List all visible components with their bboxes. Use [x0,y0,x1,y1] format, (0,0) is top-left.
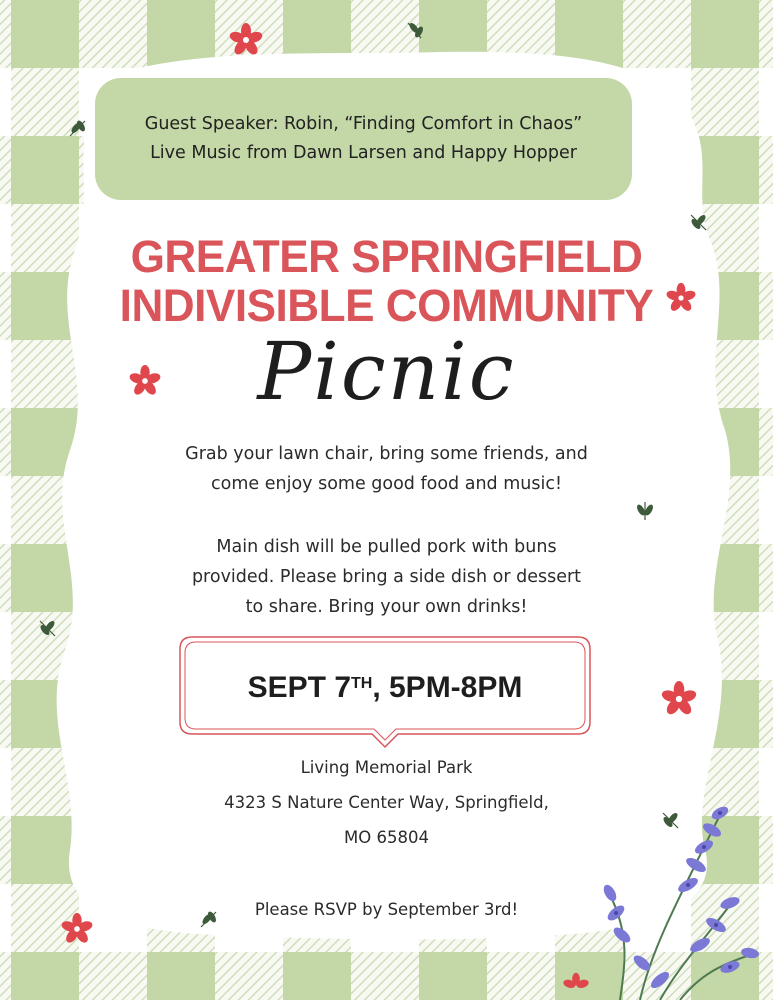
title-line-2: INDIVISIBLE COMMUNITY [119,280,654,331]
live-music-line: Live Music from Dawn Larsen and Happy Hopper [150,143,577,163]
guest-speaker-line: Guest Speaker: Robin, “Finding Comfort in Chaos” [144,114,583,134]
date-time: , 5PM-8PM [372,670,523,704]
intro-line-1: Grab your lawn chair, bring some friends, and [185,444,588,464]
speaker-music-banner [95,78,632,200]
location-name: Living Memorial Park [300,758,473,777]
location-street: 4323 S Nature Center Way, Springfield, [224,793,549,812]
date-suffix: TH [351,674,373,692]
red-flower-icon [228,22,264,58]
picnic-script-title: Picnic [257,325,516,418]
date-prefix: SEPT 7 [247,670,351,704]
food-line-2: provided. Please bring a side dish or dessert [191,567,582,587]
leaf-sprig-icon [634,500,656,522]
leaf-sprig-icon [67,117,89,139]
location-city: MO 65804 [344,828,429,847]
food-line-3: to share. Bring your own drinks! [245,597,528,617]
leaf-sprig-icon [405,20,427,42]
rsvp-note: Please RSVP by September 3rd! [254,900,519,919]
title-line-1: GREATER SPRINGFIELD [130,231,643,282]
event-date-time [180,640,590,735]
intro-line-2: come enjoy some good food and music! [211,474,562,494]
lavender-flowers-icon [580,795,773,1000]
red-flower-icon [660,680,698,718]
food-line-1: Main dish will be pulled pork with buns [216,537,557,557]
leaf-sprig-icon [688,212,710,234]
